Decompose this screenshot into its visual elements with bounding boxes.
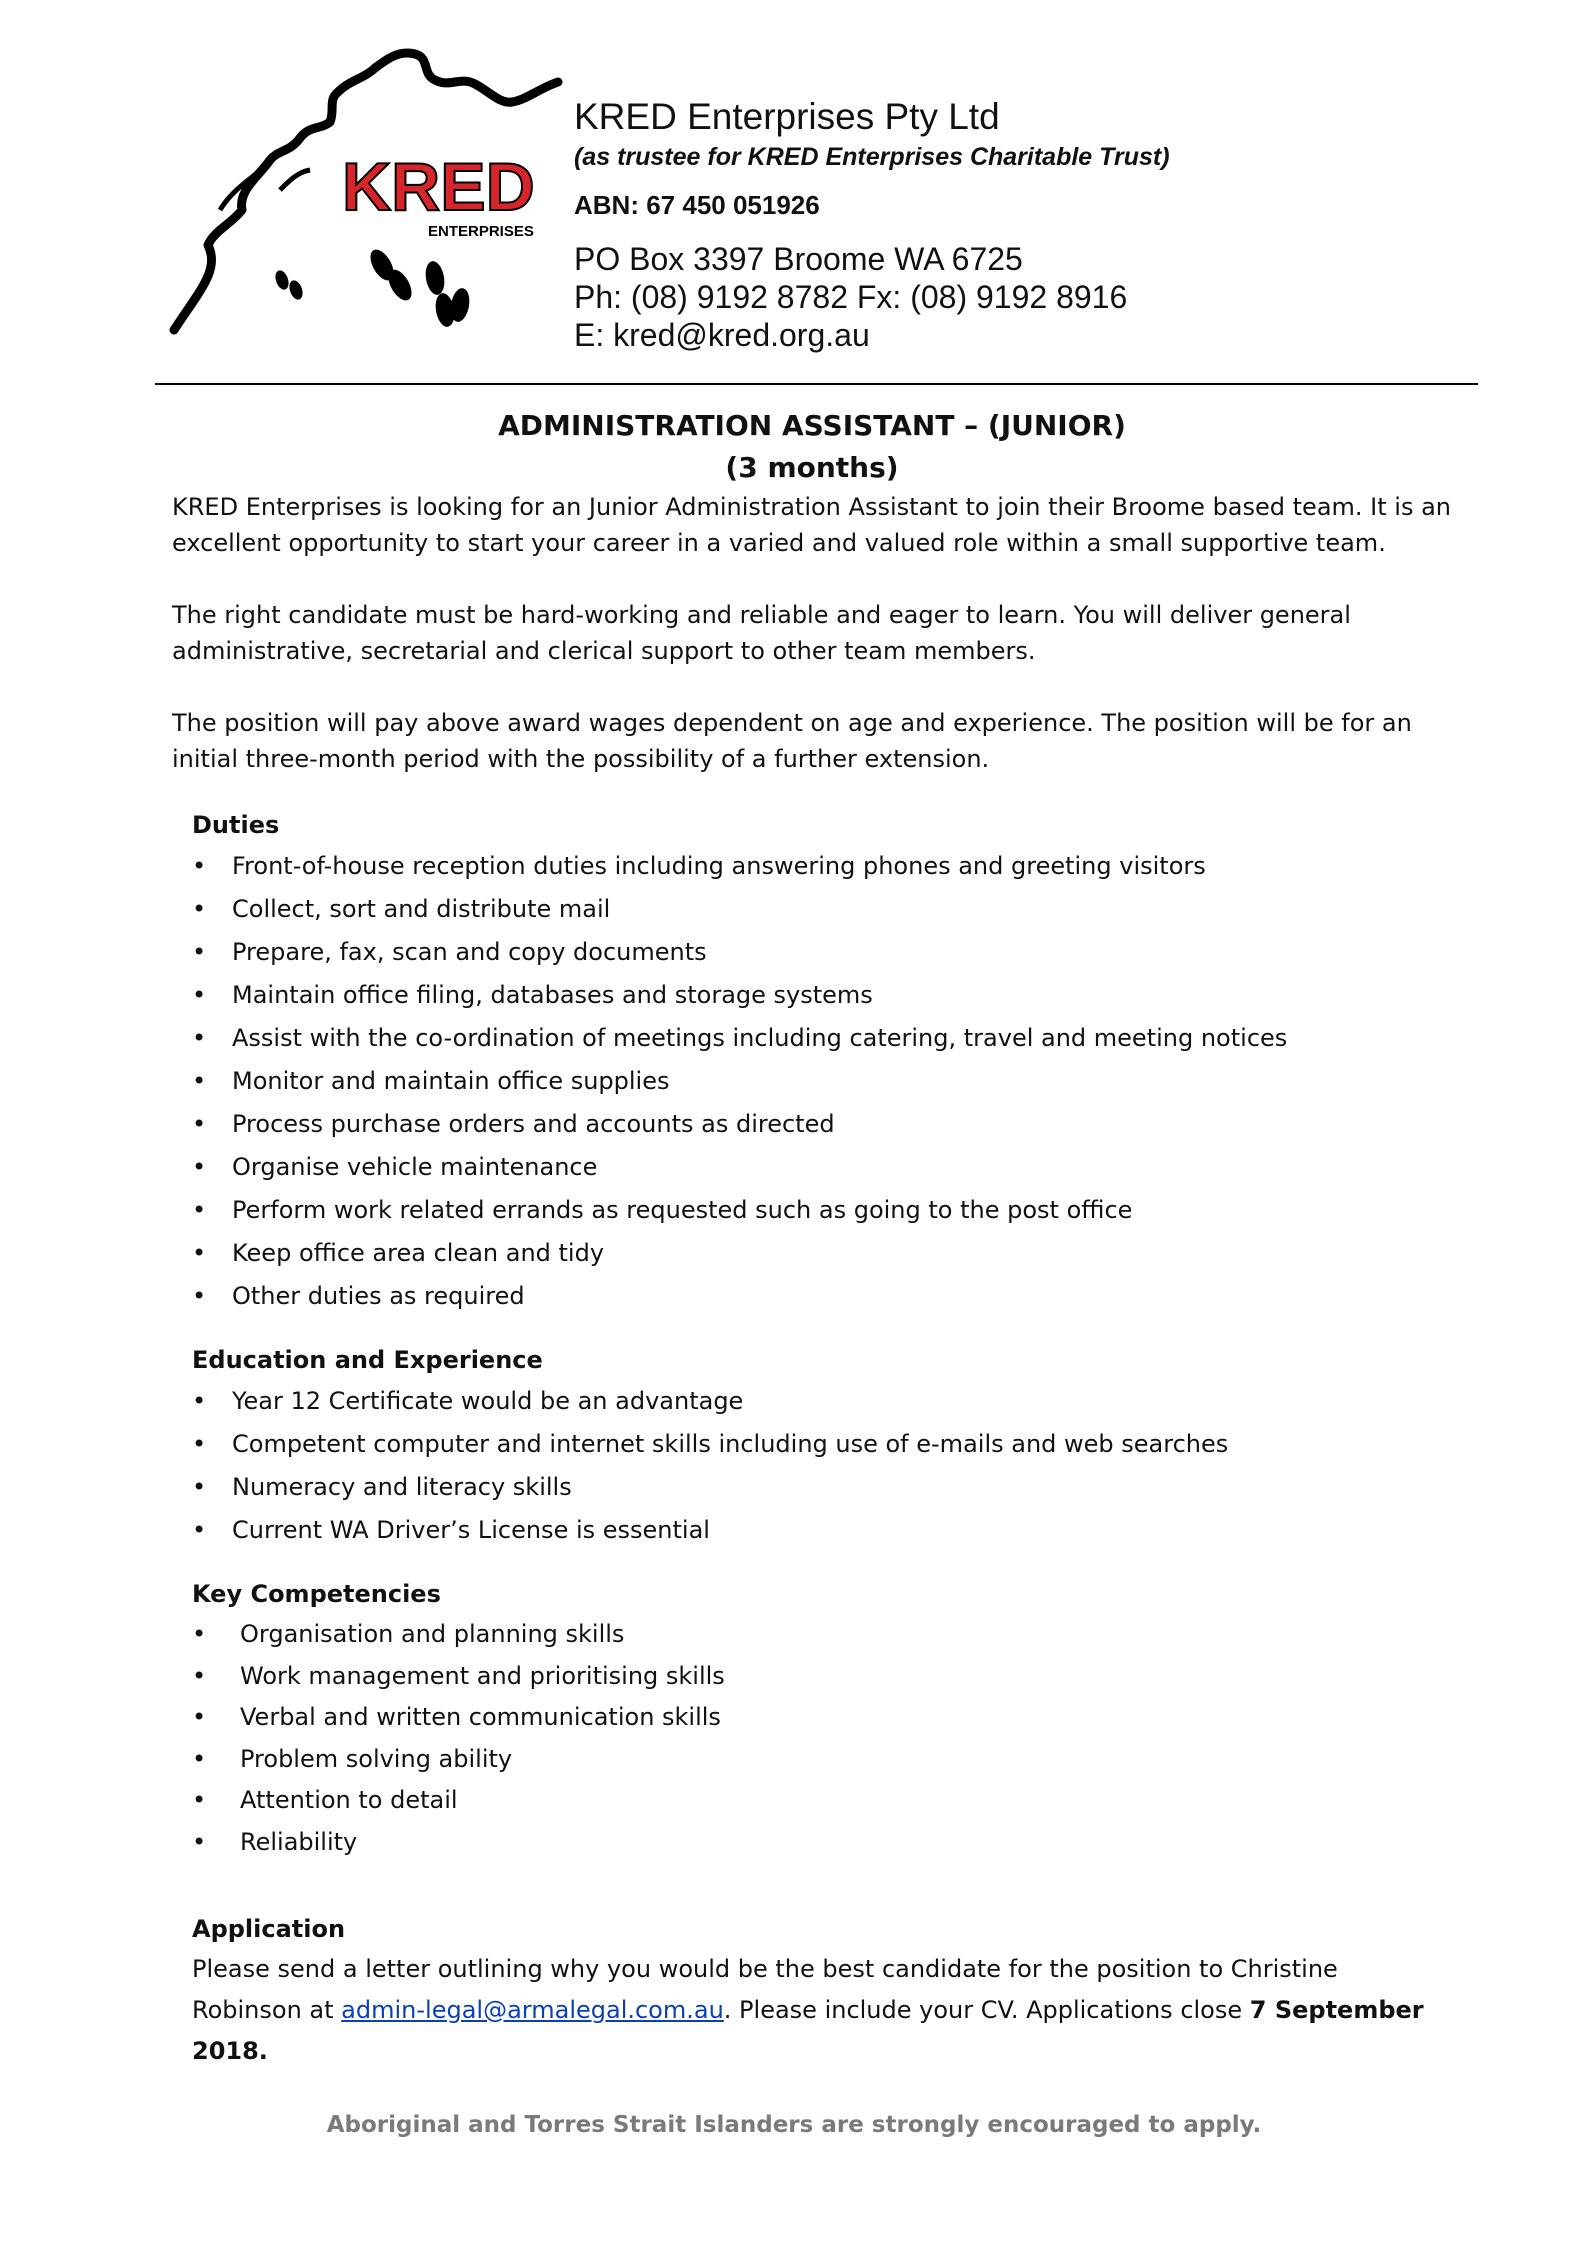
- document-body: [172, 405, 1452, 2072]
- phone-fax: Ph: (08) 9192 8782 Fx: (08) 9192 8916: [574, 279, 1128, 315]
- application-paragraph: [192, 1949, 1452, 2072]
- company-name: KRED Enterprises Pty Ltd: [574, 96, 1000, 137]
- trustee-line: (as trustee for KRED Enterprises Charitable Trust): [574, 143, 1170, 171]
- footprints-icon: [273, 246, 472, 329]
- list-item: • Year 12 Certificate would be an advantage: [192, 1380, 1452, 1423]
- competencies-heading: Key Competencies: [192, 1580, 441, 1608]
- pay-paragraph: The position will pay above award wages dependent on age and experience. The position will be for an initial three-month period with the possibility of a further extension.: [172, 709, 1412, 773]
- logo-subtext: ENTERPRISES: [428, 223, 534, 240]
- list-item: • Process purchase orders and accounts as directed: [192, 1103, 1452, 1146]
- list-item: • Keep office area clean and tidy: [192, 1232, 1452, 1275]
- company-details: [574, 94, 1170, 354]
- duties-list: [192, 845, 1452, 1318]
- job-title: ADMINISTRATION ASSISTANT – (JUNIOR): [498, 409, 1126, 442]
- list-item: • Maintain office filing, databases and storage systems: [192, 974, 1452, 1017]
- list-item: • Monitor and maintain office supplies: [192, 1060, 1452, 1103]
- application-text-after: . Please include your CV. Applications close: [723, 1996, 1250, 2024]
- intro-paragraph: KRED Enterprises is looking for an Junior Administration Assistant to join their Broome based team. It is an excellent opportunity to start your career in a varied and valued role within a small supportive team.: [172, 493, 1451, 557]
- list-item: • Numeracy and literacy skills: [192, 1466, 1452, 1509]
- header-divider: [155, 383, 1478, 385]
- candidate-paragraph: The right candidate must be hard-working and reliable and eager to learn. You will deliver general administrative, secretarial and clerical support to other team members.: [172, 601, 1351, 665]
- kred-logo: [160, 40, 580, 350]
- job-duration: (3 months): [725, 451, 899, 484]
- list-item: • Competent computer and internet skills including use of e-mails and web searches: [192, 1423, 1452, 1466]
- list-item: • Organisation and planning skills: [192, 1614, 1452, 1656]
- application-text-before: Please send a letter outlining why you would be the best candidate for the position to Christine Robinson at: [192, 1955, 1338, 2024]
- education-list: [192, 1380, 1452, 1552]
- list-item: • Attention to detail: [192, 1780, 1452, 1822]
- list-item: • Work management and prioritising skills: [192, 1656, 1452, 1698]
- list-item: • Prepare, fax, scan and copy documents: [192, 931, 1452, 974]
- duties-heading: Duties: [192, 811, 280, 839]
- list-item: • Reliability: [192, 1822, 1452, 1864]
- logo-wordmark: KRED: [342, 149, 535, 225]
- application-heading: Application: [192, 1915, 346, 1943]
- list-item: • Assist with the co-ordination of meetings including catering, travel and meeting notices: [192, 1017, 1452, 1060]
- list-item: • Verbal and written communication skills: [192, 1697, 1452, 1739]
- list-item: • Front-of-house reception duties including answering phones and greeting visitors: [192, 845, 1452, 888]
- competencies-list: [192, 1614, 1452, 1863]
- list-item: • Organise vehicle maintenance: [192, 1146, 1452, 1189]
- postal-address: PO Box 3397 Broome WA 6725: [574, 241, 1023, 277]
- footer-note: Aboriginal and Torres Strait Islanders are strongly encouraged to apply.: [326, 2112, 1262, 2138]
- application-email-link[interactable]: admin-legal@armalegal.com.au: [341, 1996, 724, 2024]
- list-item: • Problem solving ability: [192, 1739, 1452, 1781]
- email-line: E: kred@kred.org.au: [574, 317, 870, 353]
- closing-date: 7 September 2018.: [192, 1996, 1424, 2065]
- abn: ABN: 67 450 051926: [574, 190, 820, 220]
- list-item: • Perform work related errands as requested such as going to the post office: [192, 1189, 1452, 1232]
- education-heading: Education and Experience: [192, 1346, 543, 1374]
- list-item: • Collect, sort and distribute mail: [192, 888, 1452, 931]
- list-item: • Current WA Driver’s License is essential: [192, 1509, 1452, 1552]
- list-item: • Other duties as required: [192, 1275, 1452, 1318]
